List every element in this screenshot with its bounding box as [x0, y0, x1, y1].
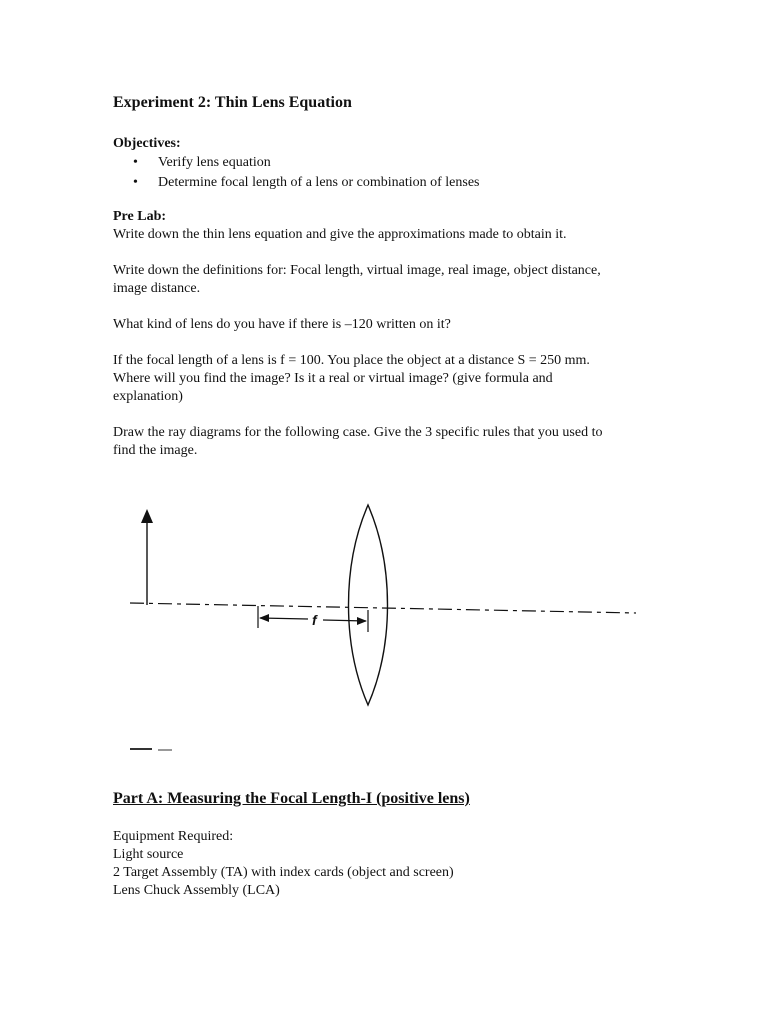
prelab-question-2-line-2: image distance. — [113, 281, 201, 296]
prelab-heading: Pre Lab: — [113, 209, 167, 224]
objectives-list — [113, 153, 480, 193]
object-arrow-icon — [141, 509, 153, 605]
equipment-item: 2 Target Assembly (TA) with index cards (object and screen) — [113, 865, 454, 880]
objectives-heading: Objectives: — [113, 136, 181, 151]
focal-length-label: f — [312, 612, 317, 628]
prelab-question-5-line-1: Draw the ray diagrams for the following case. Give the 3 specific rules that you used to — [113, 425, 603, 440]
part-a-heading: Part A: Measuring the Focal Length-I (positive lens) — [113, 790, 470, 807]
document-title: Experiment 2: Thin Lens Equation — [113, 94, 352, 111]
prelab-question-4-line-3: explanation) — [113, 389, 183, 404]
prelab-question-5-line-2: find the image. — [113, 443, 198, 458]
ray-diagram — [120, 485, 650, 770]
bullet-icon: • — [133, 175, 138, 190]
list-item — [113, 153, 480, 173]
prelab-question-4-line-1: If the focal length of a lens is f = 100. You place the object at a distance S = 250 mm. — [113, 353, 590, 368]
prelab-question-1: Write down the thin lens equation and give the approximations made to obtain it. — [113, 227, 567, 242]
lens-icon — [349, 505, 388, 705]
list-item — [113, 173, 480, 193]
prelab-question-3: What kind of lens do you have if there is –120 written on it? — [113, 317, 451, 332]
equipment-item: Lens Chuck Assembly (LCA) — [113, 883, 280, 898]
equipment-item: Light source — [113, 847, 184, 862]
bullet-icon: • — [133, 155, 138, 170]
objective-text: Verify lens equation — [158, 155, 271, 170]
prelab-question-4-line-2: Where will you find the image? Is it a real or virtual image? (give formula and — [113, 371, 553, 386]
objective-text: Determine focal length of a lens or combination of lenses — [158, 175, 480, 190]
optical-axis — [130, 603, 636, 613]
equipment-heading: Equipment Required: — [113, 829, 234, 844]
prelab-question-2-line-1: Write down the definitions for: Focal length, virtual image, real image, object distance, — [113, 263, 601, 278]
